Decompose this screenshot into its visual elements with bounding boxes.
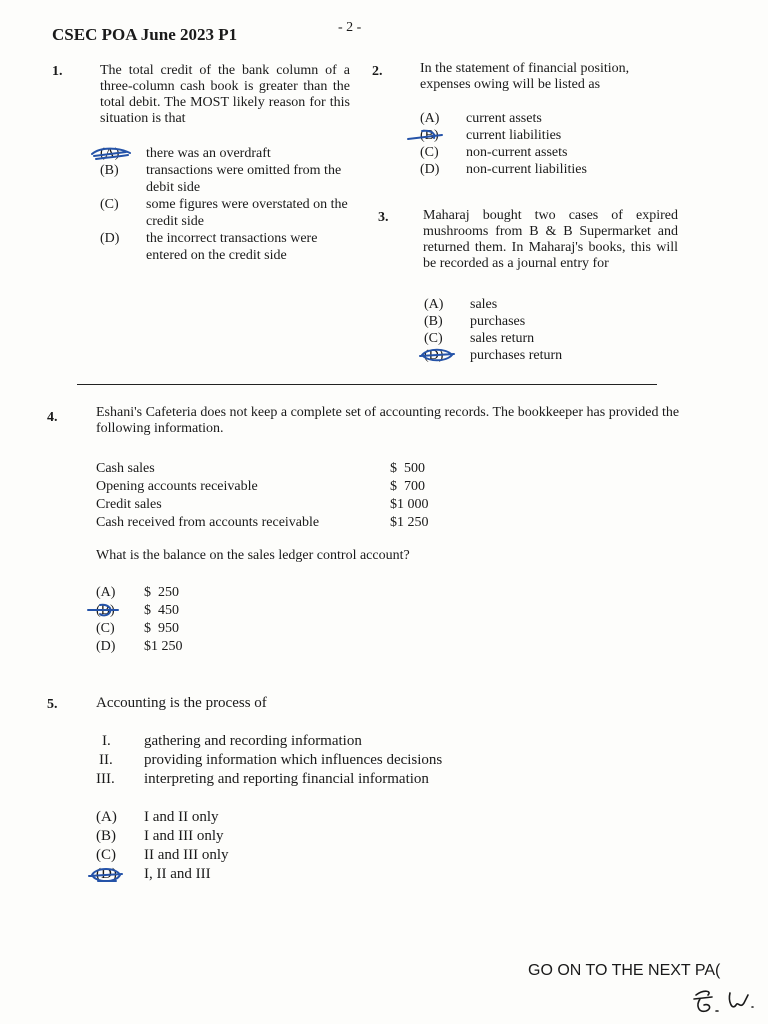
question-3-option-a xyxy=(424,296,562,313)
question-5-option-c xyxy=(96,846,229,865)
statement-numeral: III. xyxy=(96,771,115,787)
question-3-number: 3. xyxy=(378,210,389,225)
option-text: current assets xyxy=(466,111,542,126)
question-2-option-c xyxy=(420,144,587,161)
question-4-option-c xyxy=(96,620,183,638)
option-letter: (A) xyxy=(100,146,120,161)
statement-text: gathering and recording information xyxy=(144,733,362,749)
question-5-option-b xyxy=(96,827,229,846)
option-text: II and III only xyxy=(144,847,229,863)
statement-numeral: I. xyxy=(102,733,111,749)
question-4-options xyxy=(96,584,183,656)
option-letter: (C) xyxy=(424,331,443,346)
question-1-option-d xyxy=(100,230,355,264)
question-2-option-a xyxy=(420,110,587,127)
option-text: $ 950 xyxy=(144,621,179,636)
question-4-prompt: What is the balance on the sales ledger control account? xyxy=(96,548,410,563)
option-letter: (C) xyxy=(420,145,439,160)
info-row xyxy=(96,460,429,478)
question-4-number: 4. xyxy=(47,410,58,425)
option-text: some figures were overstated on the credit side xyxy=(146,197,348,229)
option-letter: (A) xyxy=(420,111,440,126)
question-4-info-table xyxy=(96,460,429,532)
question-2-option-d xyxy=(420,161,587,178)
option-letter: (B) xyxy=(96,603,115,618)
pen-mark-q4-b xyxy=(86,602,122,620)
option-text: I, II and III xyxy=(144,866,211,882)
option-letter: (C) xyxy=(96,621,115,636)
info-label: Cash received from accounts receivable xyxy=(96,515,320,530)
section-divider xyxy=(77,384,657,385)
info-label: Credit sales xyxy=(96,497,162,512)
option-text: non-current assets xyxy=(466,145,568,160)
statement-text: providing information which influences decisions xyxy=(144,752,443,768)
question-3-option-b xyxy=(424,313,562,330)
question-1-text: The total credit of the bank column of a three-column cash book is greater than the total debit. The MOST likely reason for this situation is that xyxy=(100,63,350,126)
option-letter: (A) xyxy=(96,585,116,600)
info-amount: $ 700 xyxy=(390,479,425,494)
info-row xyxy=(96,496,429,514)
question-2-number: 2. xyxy=(372,64,383,79)
exam-title: CSEC POA June 2023 P1 xyxy=(52,25,238,44)
question-1-number: 1. xyxy=(52,64,63,79)
option-text: $ 250 xyxy=(144,585,179,600)
option-text: $ 450 xyxy=(144,603,179,618)
option-letter: (A) xyxy=(424,297,444,312)
info-amount: $ 500 xyxy=(390,461,425,476)
question-5-statements xyxy=(96,732,442,789)
question-1-option-b xyxy=(100,162,355,196)
statement-i xyxy=(96,732,442,751)
option-letter: (D) xyxy=(100,231,120,246)
option-text: purchases xyxy=(470,314,526,329)
option-letter: (B) xyxy=(100,163,119,178)
option-text: I and III only xyxy=(144,828,224,844)
option-text: purchases return xyxy=(470,348,563,363)
option-text: non-current liabilities xyxy=(466,162,587,177)
info-row xyxy=(96,478,429,496)
option-text: current liabilities xyxy=(466,128,562,143)
option-text: sales xyxy=(470,297,498,312)
option-letter: (B) xyxy=(424,314,443,329)
question-1-option-a xyxy=(100,145,355,162)
option-letter: (D) xyxy=(96,639,116,654)
option-text: $1 250 xyxy=(144,639,183,654)
info-label: Opening accounts receivable xyxy=(96,479,258,494)
option-letter: (B) xyxy=(96,828,116,844)
handwritten-initials xyxy=(690,985,760,1019)
option-text: there was an overdraft xyxy=(146,146,271,161)
footer-next-page-note: GO ON TO THE NEXT PA( xyxy=(528,962,721,979)
question-2-text: In the statement of financial position, expenses owing will be listed as xyxy=(420,61,630,92)
question-4-option-d xyxy=(96,638,183,656)
question-5-option-a xyxy=(96,808,229,827)
info-amount: $1 000 xyxy=(390,497,429,512)
info-amount: $1 250 xyxy=(390,515,429,530)
info-label: Cash sales xyxy=(96,461,155,476)
option-letter: (A) xyxy=(96,809,117,825)
option-letter: (D) xyxy=(424,348,444,363)
statement-text: interpreting and reporting financial information xyxy=(144,771,429,787)
pen-mark-q1-a xyxy=(88,144,134,164)
pen-mark-q3-d xyxy=(418,346,458,364)
question-3-option-c xyxy=(424,330,562,347)
option-letter: (D) xyxy=(96,866,117,882)
option-letter: (C) xyxy=(96,847,116,863)
pen-mark-q5-d xyxy=(86,864,126,886)
option-letter: (B) xyxy=(420,128,439,143)
page-number: - 2 - xyxy=(338,20,362,35)
question-5-text: Accounting is the process of xyxy=(96,695,267,711)
question-4-option-a xyxy=(96,584,183,602)
statement-ii xyxy=(96,751,442,770)
info-row xyxy=(96,514,429,532)
statement-iii xyxy=(96,770,442,789)
option-text: transactions were omitted from the debit side xyxy=(146,163,342,195)
option-letter: (C) xyxy=(100,197,119,212)
statement-numeral: II. xyxy=(99,752,113,768)
question-1-option-c xyxy=(100,196,355,230)
option-text: I and II only xyxy=(144,809,219,825)
question-4-text: Eshani's Cafeteria does not keep a complete set of accounting records. The bookkeeper has provided the following information. xyxy=(96,405,680,436)
pen-mark-q2-b xyxy=(406,127,446,145)
option-text: the incorrect transactions were entered on the credit side xyxy=(146,231,318,263)
question-3-text: Maharaj bought two cases of expired mushrooms from B & B Supermarket and returned them. In Maharaj's books, this will be recorded as a journal entry for xyxy=(423,208,678,271)
option-letter: (D) xyxy=(420,162,440,177)
question-5-number: 5. xyxy=(47,697,58,712)
option-text: sales return xyxy=(470,331,535,346)
